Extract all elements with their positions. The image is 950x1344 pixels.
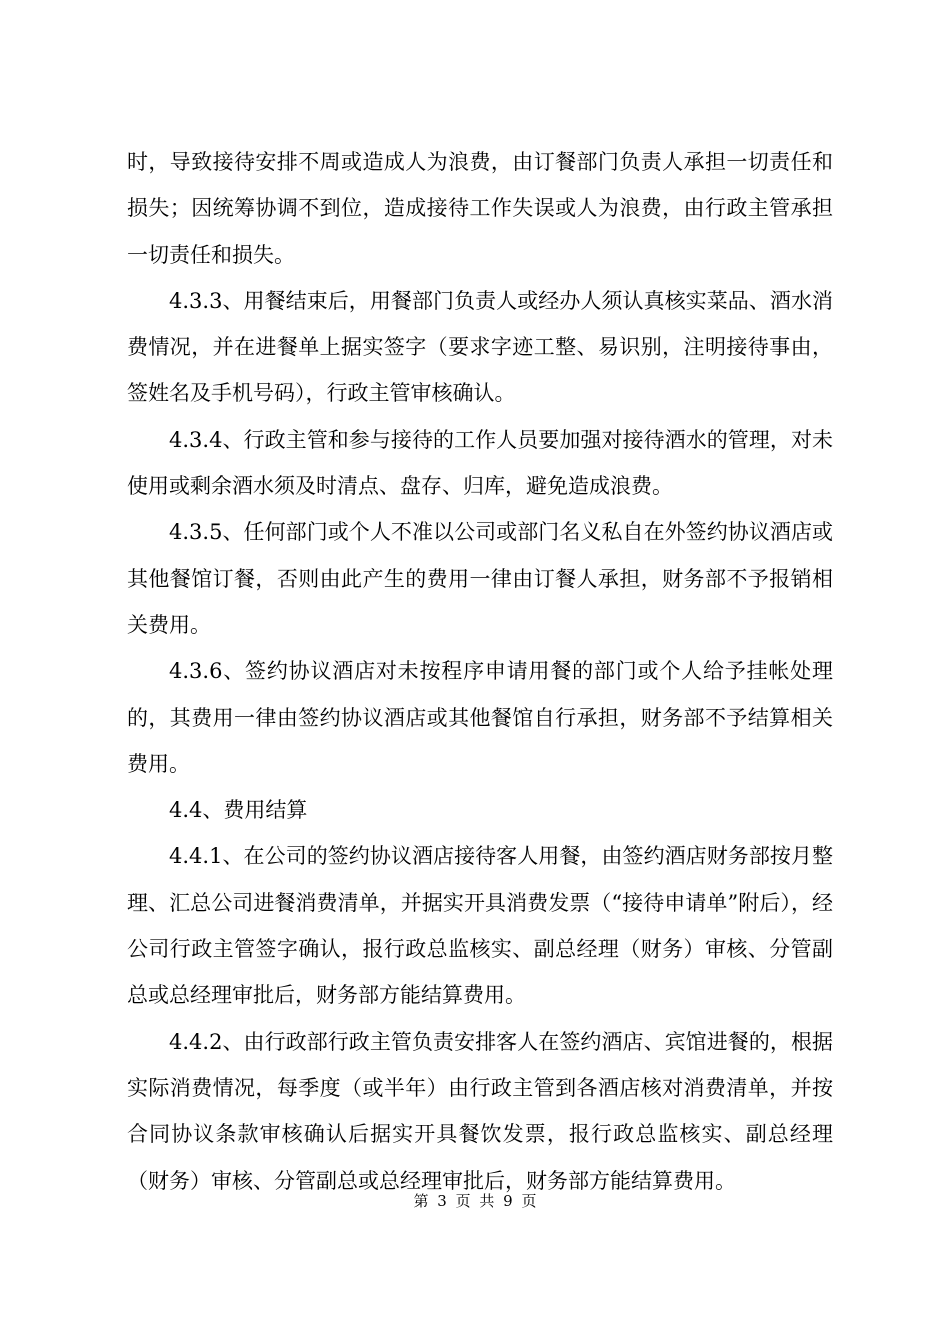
- paragraph-4-3-4: 4.3.4、行政主管和参与接待的工作人员要加强对接待酒水的管理，对未使用或剩余酒水须及时清点、盘存、归库，避免造成浪费。: [127, 427, 833, 499]
- paragraph-continued: 时，导致接待安排不周或造成人为浪费，由订餐部门负责人承担一切责任和损失；因统筹协调不到位，造成接待工作失误或人为浪费，由行政主管承担一切责任和损失。: [127, 150, 833, 267]
- paragraph-4-3-3: 4.3.3、用餐结束后，用餐部门负责人或经办人须认真核实菜品、酒水消费情况，并在进餐单上据实签字（要求字迹工整、易识别，注明接待事由，签姓名及手机号码），行政主管审核确认。: [127, 288, 833, 406]
- paragraph-4-3-6: 4.3.6、签约协议酒店对未按程序申请用餐的部门或个人给予挂帐处理的，其费用一律由签约协议酒店或其他餐馆自行承担，财务部不予结算相关费用。: [127, 659, 833, 776]
- page-number-footer: 第 3 页 共 9 页: [413, 1192, 537, 1210]
- document-body: [127, 139, 833, 1204]
- paragraph-4-4-1: 4.4.1、在公司的签约协议酒店接待客人用餐，由签约酒店财务部按月整理、汇总公司进餐消费清单，并据实开具消费发票（“接待申请单”附后），经公司行政主管签字确认，报行政总监核实、副总经理（财务）审核、分管副总或总经理审批后，财务部方能结算费用。: [127, 844, 833, 1008]
- section-heading-4-4: 4.4、费用结算: [169, 798, 308, 823]
- paragraph-4-3-5: 4.3.5、任何部门或个人不准以公司或部门名义私自在外签约协议酒店或其他餐馆订餐，否则由此产生的费用一律由订餐人承担，财务部不予报销相关费用。: [127, 520, 833, 637]
- paragraph-4-4-2: 4.4.2、由行政部行政主管负责安排客人在签约酒店、宾馆进餐的，根据实际消费情况，每季度（或半年）由行政主管到各酒店核对消费清单，并按合同协议条款审核确认后据实开具餐饮发票，报行政总监核实、副总经理（财务）审核、分管副总或总经理审批后，财务部方能结算费用。: [127, 1029, 833, 1193]
